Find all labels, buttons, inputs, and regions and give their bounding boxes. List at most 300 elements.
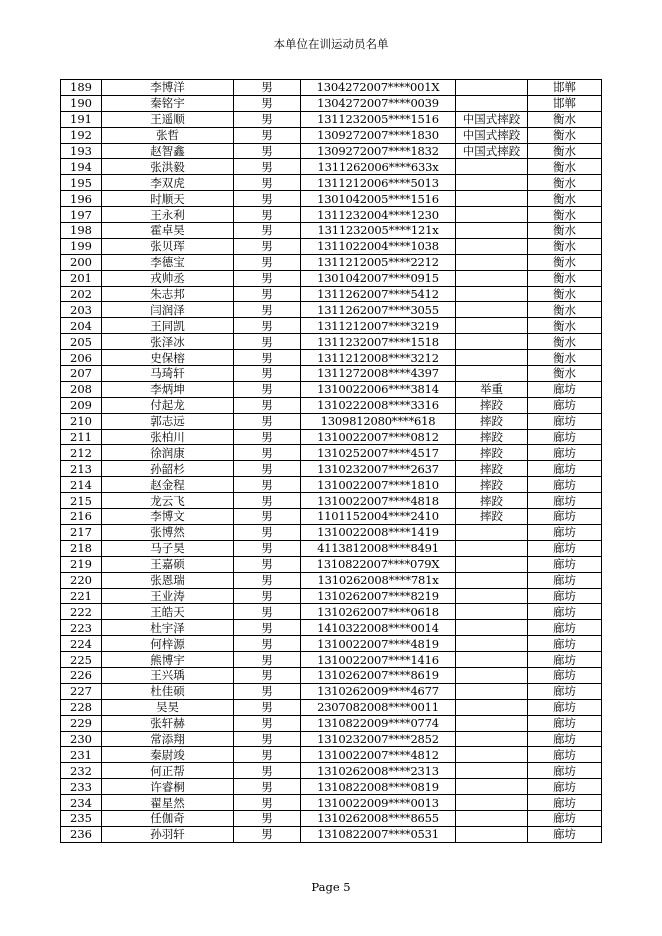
- athlete-name-cell: 赵金程: [102, 477, 234, 493]
- row-number-cell: 193: [61, 143, 102, 159]
- gender-cell: 男: [234, 143, 301, 159]
- city-cell: 廊坊: [528, 604, 602, 620]
- city-cell: 廊坊: [528, 540, 602, 556]
- city-cell: 衡水: [528, 191, 602, 207]
- id-number-cell: 1310262007****8619: [301, 667, 456, 683]
- sport-cell: [456, 572, 528, 588]
- sport-cell: [456, 350, 528, 366]
- table-row: [61, 509, 602, 525]
- sport-cell: [456, 699, 528, 715]
- sport-cell: [456, 223, 528, 239]
- gender-cell: 男: [234, 381, 301, 397]
- row-number-cell: 196: [61, 191, 102, 207]
- athlete-name-cell: 郭志远: [102, 413, 234, 429]
- row-number-cell: 212: [61, 445, 102, 461]
- sport-cell: 摔跤: [456, 413, 528, 429]
- gender-cell: 男: [234, 795, 301, 811]
- table-row: [61, 795, 602, 811]
- athlete-name-cell: 孙韶杉: [102, 461, 234, 477]
- id-number-cell: 1310262007****8219: [301, 588, 456, 604]
- sport-cell: 摔跤: [456, 493, 528, 509]
- city-cell: 衡水: [528, 350, 602, 366]
- row-number-cell: 197: [61, 207, 102, 223]
- athlete-name-cell: 马子昊: [102, 540, 234, 556]
- gender-cell: 男: [234, 286, 301, 302]
- gender-cell: 男: [234, 540, 301, 556]
- sport-cell: 摔跤: [456, 429, 528, 445]
- table-row: [61, 556, 602, 572]
- table-row: [61, 540, 602, 556]
- id-number-cell: 1311232004****1230: [301, 207, 456, 223]
- table-row: [61, 350, 602, 366]
- city-cell: 廊坊: [528, 826, 602, 842]
- row-number-cell: 194: [61, 159, 102, 175]
- gender-cell: 男: [234, 207, 301, 223]
- id-number-cell: 1101152004****2410: [301, 509, 456, 525]
- city-cell: 廊坊: [528, 715, 602, 731]
- id-number-cell: 1311232007****1518: [301, 334, 456, 350]
- table-row: [61, 95, 602, 111]
- row-number-cell: 202: [61, 286, 102, 302]
- table-row: [61, 127, 602, 143]
- id-number-cell: 1310022007****4819: [301, 636, 456, 652]
- row-number-cell: 209: [61, 397, 102, 413]
- row-number-cell: 204: [61, 318, 102, 334]
- sport-cell: [456, 366, 528, 382]
- athlete-name-cell: 张恩瑞: [102, 572, 234, 588]
- row-number-cell: 221: [61, 588, 102, 604]
- city-cell: 衡水: [528, 318, 602, 334]
- athlete-name-cell: 马琦轩: [102, 366, 234, 382]
- id-number-cell: 1304272007****001X: [301, 80, 456, 96]
- id-number-cell: 1304272007****0039: [301, 95, 456, 111]
- id-number-cell: 1310822008****0819: [301, 779, 456, 795]
- gender-cell: 男: [234, 477, 301, 493]
- athlete-roster-table: [60, 79, 602, 843]
- id-number-cell: 1310822007****0531: [301, 826, 456, 842]
- athlete-name-cell: 王遥顺: [102, 111, 234, 127]
- row-number-cell: 210: [61, 413, 102, 429]
- row-number-cell: 229: [61, 715, 102, 731]
- table-row: [61, 604, 602, 620]
- gender-cell: 男: [234, 779, 301, 795]
- athlete-name-cell: 吴昊: [102, 699, 234, 715]
- city-cell: 廊坊: [528, 810, 602, 826]
- table-row: [61, 493, 602, 509]
- id-number-cell: 1311212006****5013: [301, 175, 456, 191]
- city-cell: 衡水: [528, 238, 602, 254]
- athlete-name-cell: 常添翔: [102, 731, 234, 747]
- gender-cell: 男: [234, 572, 301, 588]
- table-row: [61, 699, 602, 715]
- athlete-name-cell: 王嘉硕: [102, 556, 234, 572]
- id-number-cell: 1310232007****2852: [301, 731, 456, 747]
- row-number-cell: 200: [61, 254, 102, 270]
- gender-cell: 男: [234, 826, 301, 842]
- table-row: [61, 763, 602, 779]
- gender-cell: 男: [234, 715, 301, 731]
- row-number-cell: 233: [61, 779, 102, 795]
- gender-cell: 男: [234, 175, 301, 191]
- city-cell: 廊坊: [528, 493, 602, 509]
- athlete-name-cell: 秦铭宇: [102, 95, 234, 111]
- id-number-cell: 1311232005****121x: [301, 223, 456, 239]
- city-cell: 廊坊: [528, 683, 602, 699]
- gender-cell: 男: [234, 747, 301, 763]
- city-cell: 衡水: [528, 159, 602, 175]
- gender-cell: 男: [234, 95, 301, 111]
- sport-cell: [456, 318, 528, 334]
- table-row: [61, 810, 602, 826]
- city-cell: 廊坊: [528, 779, 602, 795]
- sport-cell: [456, 286, 528, 302]
- athlete-name-cell: 付起龙: [102, 397, 234, 413]
- row-number-cell: 189: [61, 80, 102, 96]
- gender-cell: 男: [234, 254, 301, 270]
- sport-cell: [456, 588, 528, 604]
- city-cell: 廊坊: [528, 763, 602, 779]
- table-row: [61, 572, 602, 588]
- table-row: [61, 731, 602, 747]
- id-number-cell: 1310022007****4818: [301, 493, 456, 509]
- gender-cell: 男: [234, 223, 301, 239]
- id-number-cell: 1309272007****1830: [301, 127, 456, 143]
- sport-cell: 中国式摔跤: [456, 127, 528, 143]
- city-cell: 廊坊: [528, 509, 602, 525]
- sport-cell: 摔跤: [456, 477, 528, 493]
- row-number-cell: 235: [61, 810, 102, 826]
- gender-cell: 男: [234, 397, 301, 413]
- gender-cell: 男: [234, 636, 301, 652]
- sport-cell: [456, 826, 528, 842]
- table-row: [61, 159, 602, 175]
- id-number-cell: 1310022008****1419: [301, 524, 456, 540]
- athlete-name-cell: 闫润泽: [102, 302, 234, 318]
- city-cell: 衡水: [528, 254, 602, 270]
- gender-cell: 男: [234, 302, 301, 318]
- sport-cell: [456, 715, 528, 731]
- athlete-name-cell: 杜佳硕: [102, 683, 234, 699]
- sport-cell: 摔跤: [456, 445, 528, 461]
- sport-cell: 摔跤: [456, 509, 528, 525]
- gender-cell: 男: [234, 604, 301, 620]
- row-number-cell: 222: [61, 604, 102, 620]
- gender-cell: 男: [234, 509, 301, 525]
- sport-cell: [456, 779, 528, 795]
- id-number-cell: 1310262008****8655: [301, 810, 456, 826]
- gender-cell: 男: [234, 620, 301, 636]
- sport-cell: [456, 302, 528, 318]
- gender-cell: 男: [234, 588, 301, 604]
- athlete-name-cell: 熊博宇: [102, 652, 234, 668]
- athlete-name-cell: 杜宇泽: [102, 620, 234, 636]
- sport-cell: [456, 238, 528, 254]
- gender-cell: 男: [234, 318, 301, 334]
- sport-cell: [456, 747, 528, 763]
- gender-cell: 男: [234, 366, 301, 382]
- athlete-name-cell: 许睿桐: [102, 779, 234, 795]
- table-row: [61, 286, 602, 302]
- athlete-name-cell: 王兴瑀: [102, 667, 234, 683]
- athlete-name-cell: 王皓天: [102, 604, 234, 620]
- id-number-cell: 1311212007****3219: [301, 318, 456, 334]
- row-number-cell: 230: [61, 731, 102, 747]
- row-number-cell: 199: [61, 238, 102, 254]
- sport-cell: 摔跤: [456, 461, 528, 477]
- table-row: [61, 588, 602, 604]
- city-cell: 衡水: [528, 143, 602, 159]
- table-row: [61, 381, 602, 397]
- row-number-cell: 216: [61, 509, 102, 525]
- row-number-cell: 217: [61, 524, 102, 540]
- city-cell: 廊坊: [528, 572, 602, 588]
- row-number-cell: 211: [61, 429, 102, 445]
- row-number-cell: 218: [61, 540, 102, 556]
- id-number-cell: 1310822009****0774: [301, 715, 456, 731]
- city-cell: 廊坊: [528, 652, 602, 668]
- sport-cell: [456, 652, 528, 668]
- id-number-cell: 1301042007****0915: [301, 270, 456, 286]
- id-number-cell: 1310022006****3814: [301, 381, 456, 397]
- table-row: [61, 524, 602, 540]
- row-number-cell: 191: [61, 111, 102, 127]
- gender-cell: 男: [234, 238, 301, 254]
- id-number-cell: 1310022007****0812: [301, 429, 456, 445]
- table-row: [61, 747, 602, 763]
- row-number-cell: 192: [61, 127, 102, 143]
- id-number-cell: 1309272007****1832: [301, 143, 456, 159]
- city-cell: 廊坊: [528, 524, 602, 540]
- athlete-name-cell: 张哲: [102, 127, 234, 143]
- city-cell: 廊坊: [528, 747, 602, 763]
- table-row: [61, 413, 602, 429]
- athlete-name-cell: 李博洋: [102, 80, 234, 96]
- athlete-name-cell: 时顺天: [102, 191, 234, 207]
- sport-cell: 摔跤: [456, 397, 528, 413]
- id-number-cell: 1311262006****633x: [301, 159, 456, 175]
- row-number-cell: 231: [61, 747, 102, 763]
- athlete-name-cell: 霍卓昊: [102, 223, 234, 239]
- table-row: [61, 826, 602, 842]
- sport-cell: [456, 524, 528, 540]
- athlete-name-cell: 张轩赫: [102, 715, 234, 731]
- page-number: Page 5: [311, 880, 351, 894]
- id-number-cell: 1310822007****079X: [301, 556, 456, 572]
- row-number-cell: 226: [61, 667, 102, 683]
- row-number-cell: 190: [61, 95, 102, 111]
- table-row: [61, 191, 602, 207]
- sport-cell: [456, 620, 528, 636]
- row-number-cell: 214: [61, 477, 102, 493]
- sport-cell: [456, 683, 528, 699]
- athlete-name-cell: 张洪毅: [102, 159, 234, 175]
- id-number-cell: 1309812080****618: [301, 413, 456, 429]
- sport-cell: [456, 810, 528, 826]
- table-row: [61, 636, 602, 652]
- sport-cell: [456, 636, 528, 652]
- city-cell: 衡水: [528, 111, 602, 127]
- gender-cell: 男: [234, 699, 301, 715]
- city-cell: 廊坊: [528, 699, 602, 715]
- table-row: [61, 80, 602, 96]
- table-row: [61, 652, 602, 668]
- row-number-cell: 206: [61, 350, 102, 366]
- row-number-cell: 219: [61, 556, 102, 572]
- row-number-cell: 201: [61, 270, 102, 286]
- id-number-cell: 1310222008****3316: [301, 397, 456, 413]
- gender-cell: 男: [234, 493, 301, 509]
- row-number-cell: 227: [61, 683, 102, 699]
- table-row: [61, 667, 602, 683]
- sport-cell: [456, 80, 528, 96]
- city-cell: 衡水: [528, 270, 602, 286]
- athlete-name-cell: 孙羽轩: [102, 826, 234, 842]
- table-row: [61, 318, 602, 334]
- sport-cell: [456, 540, 528, 556]
- row-number-cell: 208: [61, 381, 102, 397]
- id-number-cell: 1310262007****0618: [301, 604, 456, 620]
- row-number-cell: 236: [61, 826, 102, 842]
- city-cell: 衡水: [528, 366, 602, 382]
- athlete-name-cell: 秦尉竣: [102, 747, 234, 763]
- city-cell: 衡水: [528, 286, 602, 302]
- city-cell: 廊坊: [528, 795, 602, 811]
- row-number-cell: 234: [61, 795, 102, 811]
- gender-cell: 男: [234, 652, 301, 668]
- athlete-name-cell: 王同凯: [102, 318, 234, 334]
- sport-cell: [456, 731, 528, 747]
- row-number-cell: 198: [61, 223, 102, 239]
- gender-cell: 男: [234, 524, 301, 540]
- athlete-name-cell: 龙云飞: [102, 493, 234, 509]
- athlete-name-cell: 戎帅丞: [102, 270, 234, 286]
- table-row: [61, 366, 602, 382]
- sport-cell: [456, 604, 528, 620]
- gender-cell: 男: [234, 461, 301, 477]
- table-row: [61, 254, 602, 270]
- athlete-name-cell: 李博文: [102, 509, 234, 525]
- city-cell: 衡水: [528, 175, 602, 191]
- city-cell: 廊坊: [528, 667, 602, 683]
- table-row: [61, 334, 602, 350]
- gender-cell: 男: [234, 445, 301, 461]
- city-cell: 廊坊: [528, 461, 602, 477]
- id-number-cell: 1310252007****4517: [301, 445, 456, 461]
- athlete-name-cell: 张泽冰: [102, 334, 234, 350]
- city-cell: 廊坊: [528, 381, 602, 397]
- gender-cell: 男: [234, 80, 301, 96]
- city-cell: 廊坊: [528, 588, 602, 604]
- id-number-cell: 1311262007****3055: [301, 302, 456, 318]
- athlete-name-cell: 王永利: [102, 207, 234, 223]
- table-row: [61, 620, 602, 636]
- gender-cell: 男: [234, 270, 301, 286]
- id-number-cell: 1310262009****4677: [301, 683, 456, 699]
- row-number-cell: 225: [61, 652, 102, 668]
- city-cell: 衡水: [528, 223, 602, 239]
- gender-cell: 男: [234, 334, 301, 350]
- sport-cell: 举重: [456, 381, 528, 397]
- row-number-cell: 195: [61, 175, 102, 191]
- athlete-name-cell: 张柏川: [102, 429, 234, 445]
- id-number-cell: 1311262007****5412: [301, 286, 456, 302]
- id-number-cell: 1311212005****2212: [301, 254, 456, 270]
- id-number-cell: 2307082008****0011: [301, 699, 456, 715]
- gender-cell: 男: [234, 683, 301, 699]
- row-number-cell: 228: [61, 699, 102, 715]
- gender-cell: 男: [234, 159, 301, 175]
- table-row: [61, 238, 602, 254]
- row-number-cell: 232: [61, 763, 102, 779]
- id-number-cell: 1310262008****781x: [301, 572, 456, 588]
- table-row: [61, 397, 602, 413]
- city-cell: 廊坊: [528, 731, 602, 747]
- table-row: [61, 477, 602, 493]
- city-cell: 衡水: [528, 334, 602, 350]
- athlete-name-cell: 李炳坤: [102, 381, 234, 397]
- athlete-name-cell: 王业涛: [102, 588, 234, 604]
- athlete-name-cell: 何梓源: [102, 636, 234, 652]
- row-number-cell: 223: [61, 620, 102, 636]
- table-row: [61, 461, 602, 477]
- city-cell: 衡水: [528, 127, 602, 143]
- sport-cell: [456, 254, 528, 270]
- table-row: [61, 683, 602, 699]
- gender-cell: 男: [234, 810, 301, 826]
- table-row: [61, 207, 602, 223]
- athlete-roster-body: [61, 80, 602, 843]
- sport-cell: [456, 159, 528, 175]
- gender-cell: 男: [234, 127, 301, 143]
- gender-cell: 男: [234, 763, 301, 779]
- id-number-cell: 1310022007****1416: [301, 652, 456, 668]
- id-number-cell: 1410322008****0014: [301, 620, 456, 636]
- athlete-name-cell: 李德宝: [102, 254, 234, 270]
- sport-cell: 中国式摔跤: [456, 143, 528, 159]
- gender-cell: 男: [234, 191, 301, 207]
- athlete-name-cell: 任伽奇: [102, 810, 234, 826]
- document-title: 本单位在训运动员名单: [273, 37, 389, 51]
- row-number-cell: 224: [61, 636, 102, 652]
- table-row: [61, 302, 602, 318]
- row-number-cell: 215: [61, 493, 102, 509]
- sport-cell: [456, 667, 528, 683]
- gender-cell: 男: [234, 731, 301, 747]
- id-number-cell: 1301042005****1516: [301, 191, 456, 207]
- table-row: [61, 175, 602, 191]
- athlete-name-cell: 徐润康: [102, 445, 234, 461]
- table-row: [61, 445, 602, 461]
- row-number-cell: 205: [61, 334, 102, 350]
- city-cell: 廊坊: [528, 413, 602, 429]
- id-number-cell: 1311272008****4397: [301, 366, 456, 382]
- id-number-cell: 1310022007****4812: [301, 747, 456, 763]
- sport-cell: [456, 334, 528, 350]
- sport-cell: [456, 270, 528, 286]
- table-row: [61, 270, 602, 286]
- athlete-name-cell: 朱志邦: [102, 286, 234, 302]
- athlete-name-cell: 史保榕: [102, 350, 234, 366]
- sport-cell: [456, 207, 528, 223]
- gender-cell: 男: [234, 667, 301, 683]
- id-number-cell: 1310022009****0013: [301, 795, 456, 811]
- sport-cell: [456, 175, 528, 191]
- city-cell: 廊坊: [528, 445, 602, 461]
- city-cell: 廊坊: [528, 556, 602, 572]
- sport-cell: [456, 95, 528, 111]
- table-row: [61, 715, 602, 731]
- table-row: [61, 779, 602, 795]
